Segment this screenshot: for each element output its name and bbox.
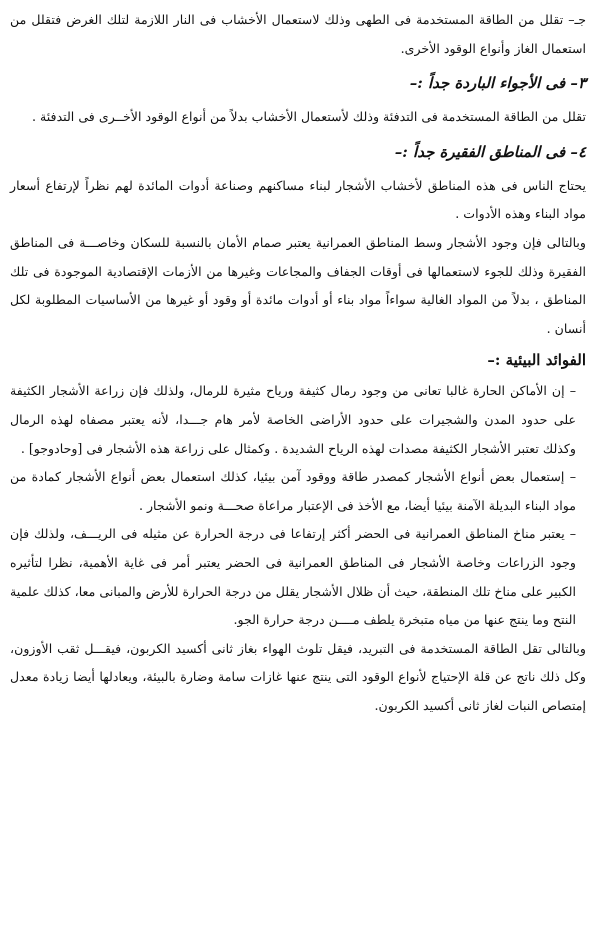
heading-environmental-benefits: الفوائد البيئية :–: [487, 351, 586, 370]
paragraph-urban-climate: – يعتبر مناخ المناطق العمرانية فى الحضر أكثر إرتفاعا فى درجة الحرارة عن مثيله فى الريـــف، ولذلك فإن وجود الزراعات وخاصة الأشجار فى المناطق العمرانية فى الحضر يعتبر أمر فى غاية الأهمية، نظرا لتأثيره الكبير على مناخ تلك المنطقة، حيث أن ظلال الأشجار يقلل من درجة الحرارة للأرض والمبانى معا، كذلك علمية النتح وما ينتج عنها من مياه متبخرة يلطف مــــن درجة حرارة الجو.: [10, 526, 576, 628]
heading-cold-climates: ٣– فى الأجواء الباردة جداً :–: [409, 74, 586, 93]
paragraph-building-materials: يحتاج الناس فى هذه المناطق لأخشاب الأشجار لبناء مساكنهم وصناعة أدوات المائدة لهم نظراً لإرتفاع أسعار مواد البناء وهذه الأدوات .: [10, 177, 586, 222]
paragraph-safety-valve: وبالتالى فإن وجود الأشجار وسط المناطق العمرانية يعتبر صمام الأمان بالنسبة للسكان وخاصـــة فى المناطق الفقيرة وذلك للجوء لاستعمالها فى أوقات الجفاف والمجاعات وغيرها من الأزمات الإقتصادية الموجودة فى تلك المناطق ، بدلاً من المواد الغالية سواءاً مواد بناء أو أدوات مائدة أو وقود أو غيرها من الأساسيات المطلوبة لكل أنسان .: [10, 234, 586, 336]
paragraph-heating-energy: تقلل من الطاقة المستخدمة فى التدفئة وذلك لأستعمال الأخشاب بدلاً من أنواع الوقود الأخــرى فى التدفئة .: [31, 109, 586, 125]
paragraph-cooling-emissions: وبالتالى تقل الطاقة المستخدمة فى التبريد، فيقل تلوث الهواء بغاز ثانى أكسيد الكربون، فيقـــل ثقب الأوزون، وكل ذلك ناتج عن قلة الإحتياج لأنواع الوقود التى ينتج عنها غازات سامة وضارة بالبيئة، ويعادلها أيضا زيادة معدل إمتصاص النبات لغاز ثانى أكسيد الكربون.: [10, 640, 586, 713]
paragraph-windbreaks: – إن الأماكن الحارة غالبا تعانى من وجود رمال كثيفة ورياح مثيرة للرمال، ولذلك فإن زراعة الأشجار الكثيفة على حدود المدن والشجيرات على حدود الأراضى الخاصة لأمر هام جـــدا، لأنه يعتبر مصفاه لهذه الرمال وكذلك تعتبر الأشجار الكثيفة مصدات لهذه الرياح الشديدة . وكمثال على زراعة هذه الأشجار فى [وحادوجو] .: [10, 383, 576, 456]
paragraph-cooking-energy: جـ– تقلل من الطاقة المستخدمة فى الطهى وذلك لاستعمال الأخشاب فى النار اللازمة لتلك الغرض فتقلل من استعمال الغاز وأنواع الوقود الأخرى.: [10, 12, 586, 56]
heading-poor-areas: ٤– فى المناطق الفقيرة جداً :–: [394, 142, 586, 161]
paragraph-safe-fuel: – إستعمال بعض أنواع الأشجار كمصدر طاقة ووقود آمن بيئيا، كذلك استعمال بعض أنواع الأشجار كمادة من مواد البناء البديلة الآمنة بيئيا أيضا، مع الأخذ فى الإعتبار مراعاة صحـــة ونمو الأشجار .: [10, 469, 576, 513]
